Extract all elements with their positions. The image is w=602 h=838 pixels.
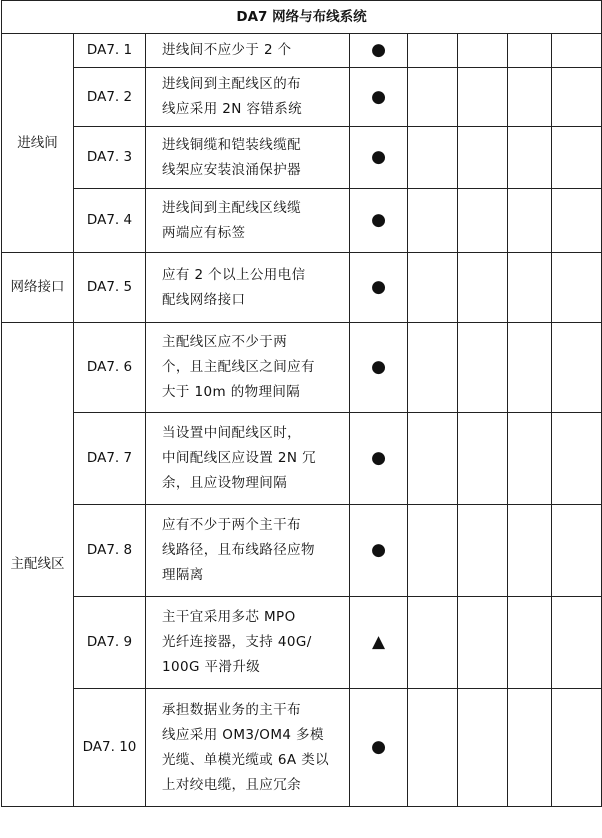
empty-cell: [552, 253, 602, 323]
table-row: [2, 413, 602, 505]
filled-circle-icon: ●: [350, 323, 408, 413]
filled-circle-icon: ●: [350, 68, 408, 127]
requirement-text: [146, 189, 350, 253]
empty-cell: [508, 323, 552, 413]
empty-cell: [408, 323, 458, 413]
empty-cell: [508, 68, 552, 127]
empty-cell: [508, 127, 552, 189]
requirement-text: [146, 413, 350, 505]
empty-cell: [408, 505, 458, 597]
requirement-text: [146, 68, 350, 127]
empty-cell: [508, 689, 552, 807]
empty-cell: [408, 253, 458, 323]
item-code: DA7. 3: [74, 127, 146, 189]
triangle-icon: ▲: [350, 597, 408, 689]
category-cell: 进线间: [2, 34, 74, 253]
empty-cell: [408, 34, 458, 68]
empty-cell: [552, 323, 602, 413]
table-row: [2, 127, 602, 189]
requirement-line: 中间配线区应设置 2N 冗: [162, 450, 316, 466]
table-row: [2, 689, 602, 807]
empty-cell: [508, 34, 552, 68]
empty-cell: [458, 689, 508, 807]
item-code: DA7. 5: [74, 253, 146, 323]
empty-cell: [458, 505, 508, 597]
filled-circle-icon: ●: [350, 689, 408, 807]
empty-cell: [508, 413, 552, 505]
empty-cell: [458, 189, 508, 253]
empty-cell: [552, 597, 602, 689]
requirement-line: 进线间到主配线区线缆: [162, 199, 301, 216]
empty-cell: [508, 597, 552, 689]
empty-cell: [458, 253, 508, 323]
empty-cell: [552, 34, 602, 68]
requirement-line: 线路径，且布线路径应物: [162, 542, 315, 558]
empty-cell: [408, 127, 458, 189]
requirement-line: 上对绞电缆，且应冗余: [162, 776, 301, 793]
item-code: DA7. 6: [74, 323, 146, 413]
item-code: DA7. 4: [74, 189, 146, 253]
requirement-line: 进线铜缆和铠装线缆配: [162, 136, 301, 153]
category-cell: 网络接口: [2, 253, 74, 323]
category-cell: 主配线区: [2, 323, 74, 807]
table-row: [2, 68, 602, 127]
requirement-text: [146, 127, 350, 189]
empty-cell: [408, 413, 458, 505]
table-row: [2, 505, 602, 597]
header-row: [2, 1, 602, 34]
empty-cell: [508, 253, 552, 323]
item-code: DA7. 7: [74, 413, 146, 505]
empty-cell: [552, 505, 602, 597]
empty-cell: [458, 323, 508, 413]
requirement-line: 余，且应设物理间隔: [162, 475, 288, 491]
empty-cell: [408, 597, 458, 689]
table-row: [2, 597, 602, 689]
empty-cell: [458, 68, 508, 127]
empty-cell: [552, 127, 602, 189]
table-row: [2, 253, 602, 323]
empty-cell: [508, 505, 552, 597]
requirement-text: [146, 597, 350, 689]
requirement-line: 大于 10m 的物理间隔: [162, 384, 301, 400]
requirement-line: 进线间到主配线区的布: [162, 76, 301, 92]
empty-cell: [458, 597, 508, 689]
requirement-text: [146, 323, 350, 413]
requirement-line: 两端应有标签: [162, 224, 246, 241]
requirement-line: 理隔离: [162, 567, 204, 583]
table-body: [2, 34, 602, 807]
requirement-text: [146, 34, 350, 68]
requirement-text: [146, 505, 350, 597]
empty-cell: [552, 189, 602, 253]
filled-circle-icon: ●: [350, 127, 408, 189]
requirement-line: 线架应安装浪涌保护器: [162, 161, 301, 178]
requirement-line: 主配线区应不少于两: [162, 334, 288, 350]
requirement-line: 主干宜采用多芯 MPO: [162, 609, 296, 625]
requirement-text: [146, 253, 350, 323]
table-row: [2, 34, 602, 68]
filled-circle-icon: ●: [350, 189, 408, 253]
empty-cell: [552, 413, 602, 505]
requirement-line: 承担数据业务的主干布: [162, 701, 301, 718]
requirement-line: 当设置中间配线区时，: [162, 425, 301, 441]
filled-circle-icon: ●: [350, 253, 408, 323]
requirement-line: 100G 平滑升级: [162, 659, 261, 675]
requirement-line: 线应采用 OM3/OM4 多模: [162, 726, 324, 743]
requirement-line: 个，且主配线区之间应有: [162, 359, 315, 375]
requirement-line: 配线网络接口: [162, 291, 246, 308]
table-row: [2, 189, 602, 253]
requirement-line: 光缆、单模光缆或 6A 类以: [162, 751, 330, 768]
empty-cell: [408, 689, 458, 807]
requirement-line: 应有不少于两个主干布: [162, 517, 301, 533]
empty-cell: [408, 189, 458, 253]
item-code: DA7. 2: [74, 68, 146, 127]
requirement-text: [146, 689, 350, 807]
empty-cell: [508, 189, 552, 253]
empty-cell: [552, 68, 602, 127]
filled-circle-icon: ●: [350, 505, 408, 597]
requirement-line: 应有 2 个以上公用电信: [162, 266, 306, 283]
empty-cell: [458, 413, 508, 505]
item-code: DA7. 8: [74, 505, 146, 597]
table-row: [2, 323, 602, 413]
empty-cell: [458, 34, 508, 68]
empty-cell: [552, 689, 602, 807]
requirement-line: 线应采用 2N 容错系统: [162, 101, 303, 117]
item-code: DA7. 9: [74, 597, 146, 689]
requirement-line: 光纤连接器，支持 40G/: [162, 634, 312, 650]
filled-circle-icon: ●: [350, 34, 408, 68]
filled-circle-icon: ●: [350, 413, 408, 505]
requirement-line: 进线间不应少于 2 个: [162, 42, 292, 58]
table-title: DA7 网络与布线系统: [2, 1, 602, 34]
empty-cell: [458, 127, 508, 189]
empty-cell: [408, 68, 458, 127]
requirements-table: [1, 0, 602, 807]
item-code: DA7. 1: [74, 34, 146, 68]
item-code: DA7. 10: [74, 689, 146, 807]
